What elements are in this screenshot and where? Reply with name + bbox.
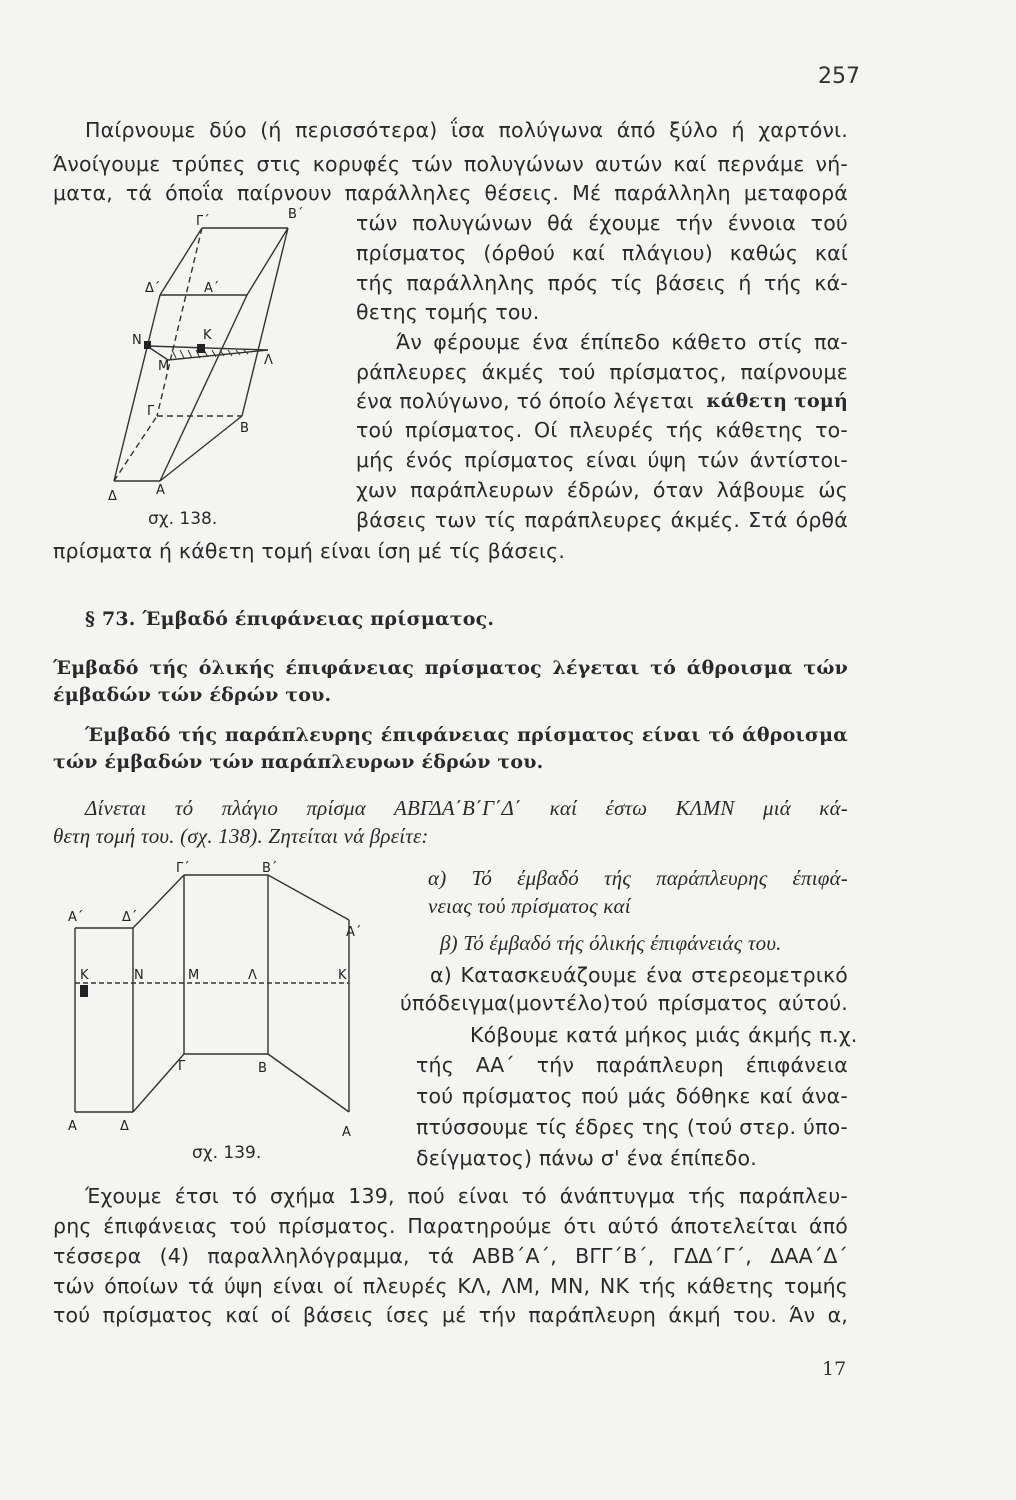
label: Λ — [248, 968, 257, 983]
text-line: τής ΑΑ΄ τήν παράπλευρη έπιφάνεια — [416, 1053, 848, 1077]
label: Γ΄ — [176, 861, 190, 876]
text-line: Άν φέρουμε ένα έπίπεδο κάθετο στίς πα- — [396, 330, 848, 354]
label: Μ — [158, 359, 170, 374]
label: Μ — [188, 968, 200, 983]
label: Δ΄ — [122, 910, 138, 925]
text-line: ύπόδειγμα(μοντέλο)τού πρίσματος αύτού. — [400, 991, 848, 1015]
text-line: Κόβουμε κατά μήκος μιάς άκμής π.χ. — [470, 1023, 858, 1047]
label: Α΄ — [68, 910, 84, 925]
section-heading: § 73. Έμβαδό έπιφάνειας πρίσματος. — [85, 608, 495, 630]
text-line: τών πολυγώνων θά έχουμε τήν έννοια τού — [356, 211, 848, 235]
problem-line: θετη τομή του. (σχ. 138). Ζητείται νά βρείτε: — [53, 824, 429, 848]
text-line: α) Κατασκευάζουμε ένα στερεομετρικό — [430, 963, 848, 987]
label: Κ — [203, 328, 212, 343]
text-line: τών όποίων τά ύψη είναι οί πλευρές ΚΛ, ΛΜ, ΜΝ, ΝΚ τής κάθετης τομής — [53, 1274, 848, 1298]
label: Β — [258, 1061, 267, 1076]
label: Δ — [108, 489, 117, 504]
text-line: πρίσματα ή κάθετη τομή είναι ίση μέ τίς βάσεις. — [53, 539, 566, 563]
label: Α — [68, 1119, 77, 1134]
text-line: Άνοίγουμε τρύπες στις κορυφές τών πολυγώνων αυτών καί περνάμε νή- — [53, 152, 848, 176]
label: Β΄ — [262, 861, 278, 876]
text-span: ένα πολύγωνο, τό όποίο λέγεται — [356, 389, 694, 413]
label: Ν — [132, 333, 142, 348]
label: Β — [240, 421, 249, 436]
figure-caption: σχ. 138. — [148, 509, 218, 529]
question-line: α) Τό έμβαδό τής παράπλευρης έπιφά- — [428, 866, 848, 890]
text-line: μής ένός πρίσματος είναι ύψη τών άντίστοι- — [356, 448, 848, 472]
text-line: βάσεις των τίς παράπλευρες άκμές. Στά όρθά — [356, 508, 848, 532]
question-line: β) Τό έμβαδό τής όλικής έπιφάνειάς του. — [440, 931, 782, 955]
label: Λ — [264, 353, 273, 368]
label: Ν — [134, 968, 144, 983]
text-line: πρίσματος (όρθού καί πλάγιου) καθώς καί — [356, 241, 848, 265]
label: Β΄ — [288, 207, 304, 222]
label: Α΄ — [204, 281, 220, 296]
label: Α — [156, 483, 165, 498]
signature-number: 17 — [822, 1358, 847, 1380]
definition-line: έμβαδών τών έδρών του. — [53, 684, 332, 706]
label: Α΄ — [346, 925, 362, 940]
definition-line: Έμβαδό τής παράπλευρης έπιφάνειας πρίσματος είναι τό άθροισμα — [85, 724, 848, 746]
label: Α — [342, 1125, 351, 1140]
text-line: ρης έπιφάνειας τού πρίσματος. Παρατηρούμε ότι αύτό άποτελείται άπό — [53, 1214, 848, 1238]
text-line: πτύσσουμε τίς έδρες της (τού στερ. ύπο- — [416, 1115, 848, 1139]
label: Κ — [80, 968, 89, 983]
figure-139-net — [62, 858, 362, 1138]
question-line: νειας τού πρίσματος καί — [428, 894, 631, 918]
label: Δ΄ — [145, 281, 161, 296]
label: Γ΄ — [196, 214, 210, 229]
text-line: τού πρίσματος. Οί πλευρές τής κάθετης το- — [356, 418, 848, 442]
definition-line: τών έμβαδών τών παράπλευρων έδρών του. — [53, 751, 544, 773]
text-line: τού πρίσματος πού μάς δόθηκε καί άνα- — [416, 1084, 848, 1108]
label: Γ — [178, 1059, 186, 1074]
label: Κ — [338, 968, 347, 983]
label: Γ — [147, 404, 155, 419]
figure-caption: σχ. 139. — [192, 1143, 262, 1163]
text-line: ράπλευρες άκμές τού πρίσματος, παίρνουμε — [356, 360, 848, 384]
text-line: τέσσερα (4) παραλληλόγραμμα, τά ΑΒΒ΄Α΄, ΒΓΓ΄Β΄, ΓΔΔ΄Γ΄, ΔΑΑ΄Δ΄ — [53, 1244, 848, 1268]
page-number: 257 — [818, 64, 860, 89]
text-line: Έχουμε έτσι τό σχήμα 139, πού είναι τό άνάπτυγμα τής παράπλευ- — [85, 1184, 848, 1208]
term-bold: κάθετη τομή — [706, 390, 848, 412]
figure-138-oblique-prism — [100, 198, 304, 508]
definition-line: Έμβαδό τής όλικής έπιφάνειας πρίσματος λέγεται τό άθροισμα τών — [53, 657, 848, 679]
text-line: ματα, τά όποΐα παίρνουν παράλληλες θέσεις. Μέ παράλληλη μεταφορά — [53, 181, 848, 205]
text-line: χων παράπλευρων έδρών, όταν λάβουμε ώς — [356, 478, 848, 502]
text-line: δείγματος) πάνω σ' ένα έπίπεδο. — [416, 1146, 757, 1170]
text-line: τής παράλληλης πρός τίς βάσεις ή τής κά- — [356, 271, 848, 295]
problem-line: Δίνεται τό πλάγιο πρίσμα ΑΒΓΔΑ΄Β΄Γ΄Δ΄ καί έστω ΚΛΜΝ μιά κά- — [85, 796, 848, 820]
label: Δ — [120, 1119, 129, 1134]
text-line: Παίρνουμε δύο (ή περισσότερα) ΐσα πολύγωνα άπό ξύλο ή χαρτόνι. — [85, 118, 848, 142]
text-line: θετης τομής του. — [356, 300, 540, 324]
text-line: τού πρίσματος καί οί βάσεις ίσες μέ τήν παράπλευρη άκμή του. Άν α, — [53, 1303, 848, 1327]
text-line — [356, 388, 848, 414]
